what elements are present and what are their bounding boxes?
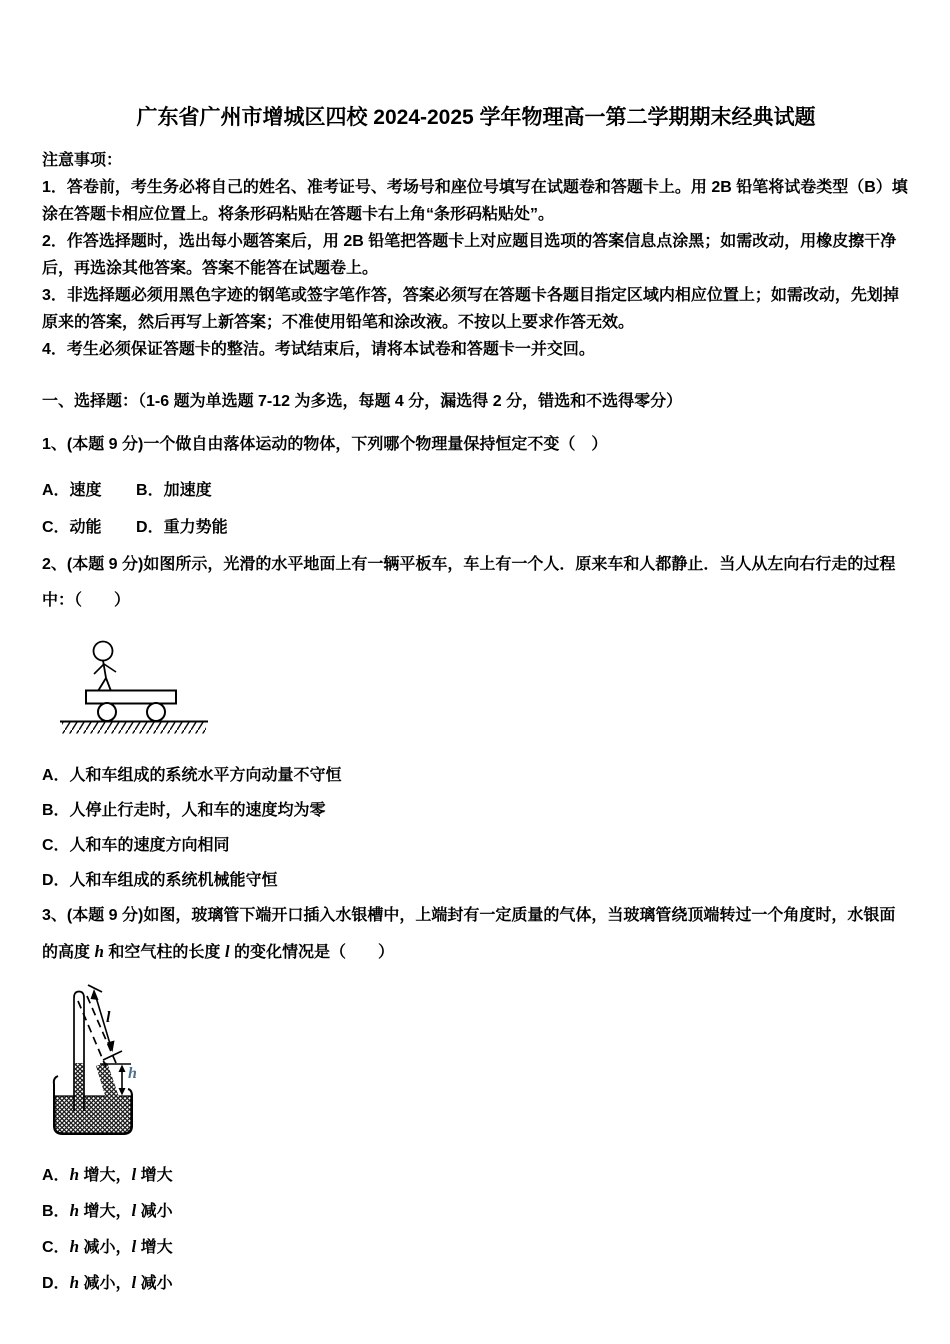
person-arm-left	[94, 664, 104, 674]
q3-option-b	[42, 1202, 910, 1221]
page-title: 广东省广州市增城区四校 2024-2025 学年物理高一第二学期期末经典试题	[136, 106, 816, 129]
person-leg-left	[98, 678, 106, 691]
q3-var-l: l	[224, 942, 230, 962]
q1-option-b: B．加速度	[136, 482, 212, 500]
option-var-l: l	[131, 1237, 137, 1257]
option-var-l: l	[131, 1273, 137, 1293]
option-var-h: h	[69, 1201, 80, 1221]
cart-body	[86, 691, 176, 704]
notice-item-2: 2．作答选择题时，选出每小题答案后，用 2B 铅笔把答题卡上对应题目选项的答案信息点涂黑；如需改动，用橡皮擦干净后，再选涂其他答案。答案不能答在试题卷上。	[42, 233, 897, 278]
q3-var-h: h	[94, 942, 104, 962]
q3-option-a	[42, 1166, 910, 1185]
notice-item-3: 3．非选择题必须用黑色字迹的钢笔或签字笔作答，答案必须写在答题卡各题目指定区域内相应位置上；如需改动，先划掉原来的答案，然后再写上新答案；不准使用铅笔和涂改液。不按以上要求作答无效。	[42, 287, 899, 332]
q2-option-c: C．人和车的速度方向相同	[42, 837, 230, 855]
notice-heading: 注意事项：	[42, 152, 123, 170]
tube-mercury-column	[75, 1063, 83, 1111]
question-2-stem: 2、(本题 9 分)如图所示，光滑的水平地面上有一辆平板车，车上有一个人．原来车和人都静止．当人从左向右行走的过程中：（ ）	[42, 556, 896, 610]
ground-hatch	[62, 723, 206, 734]
option-text: 减小，	[79, 1239, 132, 1257]
question-1-options-row-1	[42, 482, 910, 500]
trough-mercury	[55, 1096, 131, 1133]
q3-option-c	[42, 1238, 910, 1257]
tilted-tube-dashed-right	[87, 996, 116, 1063]
person-on-cart-figure	[58, 631, 210, 735]
option-var-l: l	[131, 1201, 137, 1221]
question-3-options	[42, 1166, 910, 1293]
option-text: 减小	[136, 1203, 173, 1221]
tilted-tube-mouth-line	[103, 1051, 122, 1060]
cart-wheel-left	[98, 703, 116, 721]
tube-in-mercury-figure	[44, 979, 224, 1144]
question-3	[42, 898, 910, 1293]
question-1	[42, 427, 910, 537]
option-text: 增大	[136, 1167, 173, 1185]
height-arrow-head-top	[119, 1065, 126, 1073]
q1-option-c: C．动能	[42, 519, 102, 537]
q3-option-d	[42, 1274, 910, 1293]
question-3-stem	[42, 898, 910, 971]
q1-option-a: A．速度	[42, 482, 102, 500]
figure-tube-in-mercury	[44, 979, 910, 1144]
option-var-l: l	[131, 1165, 137, 1185]
option-var-h: h	[69, 1237, 80, 1257]
notice-item-1: 1．答卷前，考生务必将自己的姓名、准考证号、考场号和座位号填写在试题卷和答题卡上。用 2B 铅笔将试卷类型（B）填涂在答题卡相应位置上。将条形码粘贴在答题卡右上角“条形码粘贴处”。	[42, 179, 908, 224]
q3-stem-text: 3、(本题 9 分)如图，玻璃管下端开口插入水银槽中，上端封有一定质量的气体，当玻璃管绕顶端转过一个角度时，水银面的高度	[42, 907, 896, 962]
person-arm-right	[104, 664, 116, 672]
option-var-h: h	[69, 1165, 80, 1185]
label-l: l	[106, 1009, 111, 1027]
section-heading: 一、选择题：（1-6 题为单选题 7-12 为多选，每题 4 分，漏选得 2 分，错选和不选得零分）	[42, 393, 683, 411]
q2-option-b: B．人停止行走时，人和车的速度均为零	[42, 802, 326, 820]
option-label: D．	[42, 1275, 70, 1293]
tilted-tube-cap-line	[88, 985, 102, 992]
option-var-h: h	[69, 1273, 80, 1293]
question-1-options-row-2	[42, 519, 910, 537]
option-label: C．	[42, 1239, 70, 1257]
question-1-stem: 1、(本题 9 分)一个做自由落体运动的物体，下列哪个物理量保持恒定不变（ ）	[42, 436, 608, 454]
person-body	[103, 661, 106, 679]
option-text: 减小，	[79, 1275, 132, 1293]
height-arrow-head-bottom	[119, 1088, 126, 1096]
option-text: 减小	[136, 1275, 173, 1293]
cart-wheel-right	[147, 703, 165, 721]
q2-option-d: D．人和车组成的系统机械能守恒	[42, 872, 278, 890]
person-leg-right	[106, 678, 111, 691]
option-text: 增大，	[79, 1167, 132, 1185]
question-2	[42, 547, 910, 890]
option-label: B．	[42, 1203, 70, 1221]
option-text: 增大，	[79, 1203, 132, 1221]
option-text: 增大	[136, 1239, 173, 1257]
person-head	[94, 642, 113, 661]
notice-item-4: 4．考生必须保证答题卡的整洁。考试结束后，请将本试卷和答题卡一并交回。	[42, 341, 595, 359]
figure-person-on-cart	[58, 631, 910, 735]
notice-section	[42, 147, 910, 363]
q3-stem-text: 的变化情况是（ ）	[229, 944, 395, 962]
question-2-options	[42, 767, 910, 890]
q1-option-d: D．重力势能	[136, 519, 228, 537]
q3-stem-text: 和空气柱的长度	[103, 944, 225, 962]
tilted-tube-dashed-left	[78, 1001, 106, 1067]
label-h: h	[128, 1065, 137, 1083]
q2-option-a: A．人和车组成的系统水平方向动量不守恒	[42, 767, 342, 785]
option-label: A．	[42, 1167, 70, 1185]
